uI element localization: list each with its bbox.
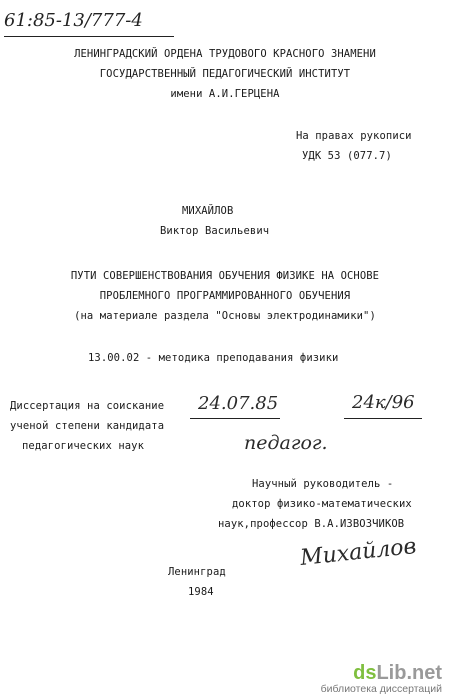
manuscript-rights: На правах рукописи <box>296 130 412 142</box>
degree-line-1: Диссертация на соискание <box>10 400 165 412</box>
thesis-title-line-3: (на материале раздела "Основы электродинамики") <box>74 310 376 322</box>
udk-code: УДК 53 (077.7) <box>302 150 392 162</box>
author-surname: МИХАЙЛОВ <box>182 205 234 217</box>
watermark-logo-prefix: ds <box>353 662 377 684</box>
city: Ленинград <box>168 566 226 578</box>
handwritten-reference: 24к/96 <box>352 392 415 413</box>
handwritten-date-underline <box>190 418 280 419</box>
institution-line-1: ЛЕНИНГРАДСКИЙ ОРДЕНА ТРУДОВОГО КРАСНОГО ЗНАМЕНИ <box>74 48 376 60</box>
watermark-logo-rest: Lib.net <box>376 662 442 684</box>
handwritten-note: педагог. <box>244 432 328 454</box>
archive-code: 61:85-13/777-4 <box>4 10 143 31</box>
institution-line-2: ГОСУДАРСТВЕННЫЙ ПЕДАГОГИЧЕСКИЙ ИНСТИТУТ <box>99 68 351 80</box>
supervisor-line-2: доктор физико-математических <box>232 498 412 510</box>
watermark-caption: библиотека диссертаций <box>320 683 442 695</box>
handwritten-date: 24.07.85 <box>198 393 279 414</box>
archive-code-underline <box>4 36 174 37</box>
supervisor-line-3: наук,профессор В.А.ИЗВОЗЧИКОВ <box>218 518 405 530</box>
supervisor-line-1: Научный руководитель - <box>252 478 394 490</box>
handwritten-reference-underline <box>344 418 422 419</box>
watermark-logo <box>321 662 442 685</box>
supervisor-signature: Михайлов <box>299 533 418 572</box>
thesis-title-line-1: ПУТИ СОВЕРШЕНСТВОВАНИЯ ОБУЧЕНИЯ ФИЗИКЕ НА ОСНОВЕ <box>70 270 380 282</box>
institution-line-3: имени А.И.ГЕРЦЕНА <box>170 88 280 100</box>
author-given-name: Виктор Васильевич <box>160 225 270 237</box>
year: 1984 <box>188 586 214 598</box>
site-watermark <box>321 662 442 695</box>
degree-line-2: ученой степени кандидата <box>10 420 165 432</box>
specialty-code: 13.00.02 - методика преподавания физики <box>88 352 339 364</box>
degree-line-3: педагогических наук <box>22 440 145 452</box>
thesis-title-line-2: ПРОБЛЕМНОГО ПРОГРАММИРОВАННОГО ОБУЧЕНИЯ <box>99 290 351 302</box>
